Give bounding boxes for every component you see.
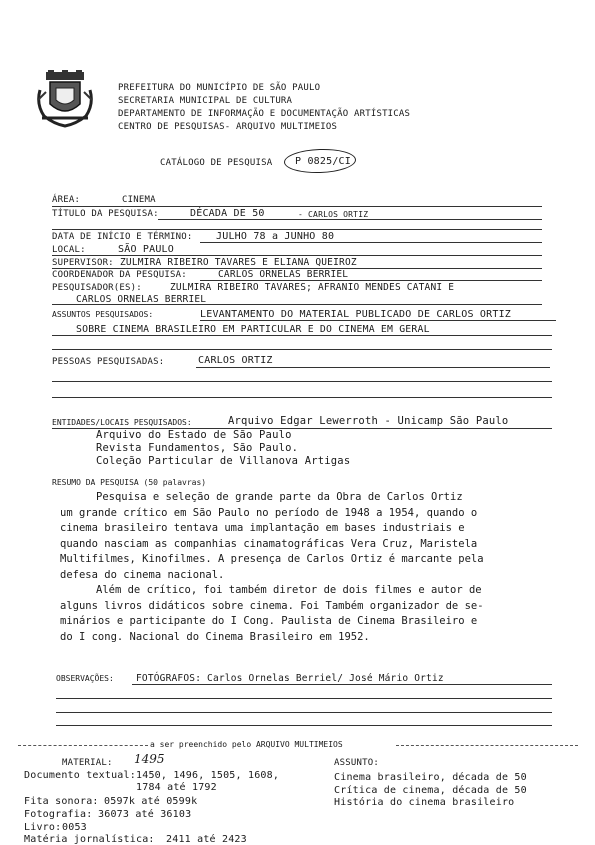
observations-label: OBSERVAÇÕES: — [56, 674, 114, 683]
catalog-label: CATÁLOGO DE PESQUISA — [160, 158, 273, 168]
header-line: DEPARTAMENTO DE INFORMAÇÃO E DOCUMENTAÇÃO ARTÍSTICAS — [118, 109, 411, 119]
press-value: 2411 até 2423 — [166, 834, 247, 845]
title-value: DÉCADA DE 50 — [190, 208, 265, 219]
press-label: Matéria jornalística: — [24, 834, 155, 845]
title-label: TÍTULO DA PESQUISA: — [52, 209, 159, 219]
area-label: ÁREA: — [52, 195, 81, 205]
photo-label: Fotografia: — [24, 809, 93, 820]
audio-label: Fita sonora: — [24, 796, 99, 807]
catalog-code: P 0825/CI — [295, 156, 351, 167]
local-label: LOCAL: — [52, 245, 86, 255]
people-value: CARLOS ORTIZ — [198, 355, 273, 366]
summary-line: do I cong. Nacional do Cinema Brasileiro em 1952. — [60, 631, 370, 643]
people-label: PESSOAS PESQUISADAS: — [52, 357, 165, 367]
subject-line: Crítica de cinema, década de 50 — [334, 785, 527, 796]
summary-line: cinema brasileiro tentava uma implantação em bases industriais e — [60, 522, 465, 534]
area-value: CINEMA — [122, 195, 156, 205]
subject-line: História do cinema brasileiro — [334, 797, 515, 808]
header-line: SECRETARIA MUNICIPAL DE CULTURA — [118, 96, 293, 106]
dates-value: JULHO 78 a JUNHO 80 — [216, 231, 335, 242]
archive-note: a ser preenchido pelo ARQUIVO MULTIMEIOS — [150, 740, 343, 749]
summary-line: quando nasciam as companhias cinamatográficas Vera Cruz, Maristela — [60, 538, 478, 550]
photo-value: 36073 até 36103 — [98, 809, 192, 820]
summary-line: defesa do cinema nacional. — [60, 569, 225, 581]
supervisor-value: ZULMIRA RIBEIRO TAVARES E ELIANA QUEIROZ — [120, 257, 357, 268]
dates-label: DATA DE INÍCIO E TÉRMINO: — [52, 232, 193, 242]
summary-line: Multifilmes, Kinofilmes. A presença de Carlos Ortiz é marcante pela — [60, 553, 484, 565]
coat-of-arms-icon — [36, 70, 94, 128]
observations-value: FOTÓGRAFOS: Carlos Ornelas Berriel/ José Mário Ortiz — [136, 673, 444, 684]
summary-line: minários e participante do I Cong. Paulista de Cinema Brasileiro e — [60, 615, 478, 627]
subjects-label: ASSUNTOS PESQUISADOS: — [52, 310, 154, 319]
header-line: PREFEITURA DO MUNICÍPIO DE SÃO PAULO — [118, 83, 321, 93]
audio-value: 0597k até 0599k — [104, 796, 198, 807]
title-value-2: - CARLOS ORTIZ — [298, 210, 369, 219]
textual-label: Documento textual: — [24, 770, 136, 781]
subjects-value-1: LEVANTAMENTO DO MATERIAL PUBLICADO DE CARLOS ORTIZ — [200, 309, 512, 320]
summary-line: Pesquisa e seleção de grande parte da Obra de Carlos Ortiz — [96, 491, 463, 503]
coordinator-value: CARLOS ORNELAS BERRIEL — [218, 269, 349, 280]
subject-line: Cinema brasileiro, década de 50 — [334, 772, 527, 783]
book-value: 0053 — [62, 822, 87, 833]
material-label: MATERIAL: — [62, 758, 113, 768]
book-label: Livro: — [24, 822, 62, 833]
textual-value-1: 1450, 1496, 1505, 1608, — [136, 770, 280, 781]
entities-label: ENTIDADES/LOCAIS PESQUISADOS: — [52, 418, 192, 427]
coordinator-label: COORDENADOR DA PESQUISA: — [52, 270, 187, 280]
entities-value-2: Arquivo do Estado de São Paulo — [96, 429, 292, 441]
local-value: SÃO PAULO — [118, 244, 174, 255]
material-handwritten: 1495 — [134, 752, 165, 766]
entities-value-3: Revista Fundamentos, São Paulo. — [96, 442, 299, 454]
summary-line: um grande crítico em São Paulo no período de 1948 a 1954, quando o — [60, 507, 478, 519]
researchers-value-1: ZULMIRA RIBEIRO TAVARES; AFRANIO MENDES CATANI E — [170, 282, 455, 293]
subjects-value-2: SOBRE CINEMA BRASILEIRO EM PARTICULAR E DO CINEMA EM GERAL — [76, 324, 430, 335]
entities-value-1: Arquivo Edgar Lewerroth - Unicamp São Paulo — [228, 415, 509, 427]
subject-label: ASSUNTO: — [334, 758, 379, 768]
summary-line: Além de crítico, foi também diretor de dois filmes e autor de — [96, 584, 482, 596]
researchers-value-2: CARLOS ORNELAS BERRIEL — [76, 294, 207, 305]
textual-value-2: 1784 até 1792 — [136, 782, 217, 793]
header-line: CENTRO DE PESQUISAS- ARQUIVO MULTIMEIOS — [118, 122, 338, 132]
summary-line: alguns livros didáticos sobre cinema. Foi Também organizador de se- — [60, 600, 484, 612]
supervisor-label: SUPERVISOR: — [52, 258, 114, 268]
entities-value-4: Coleção Particular de Villanova Artigas — [96, 455, 351, 467]
summary-label: RESUMO DA PESQUISA (50 palavras) — [52, 478, 207, 487]
researchers-label: PESQUISADOR(ES): — [52, 283, 142, 293]
